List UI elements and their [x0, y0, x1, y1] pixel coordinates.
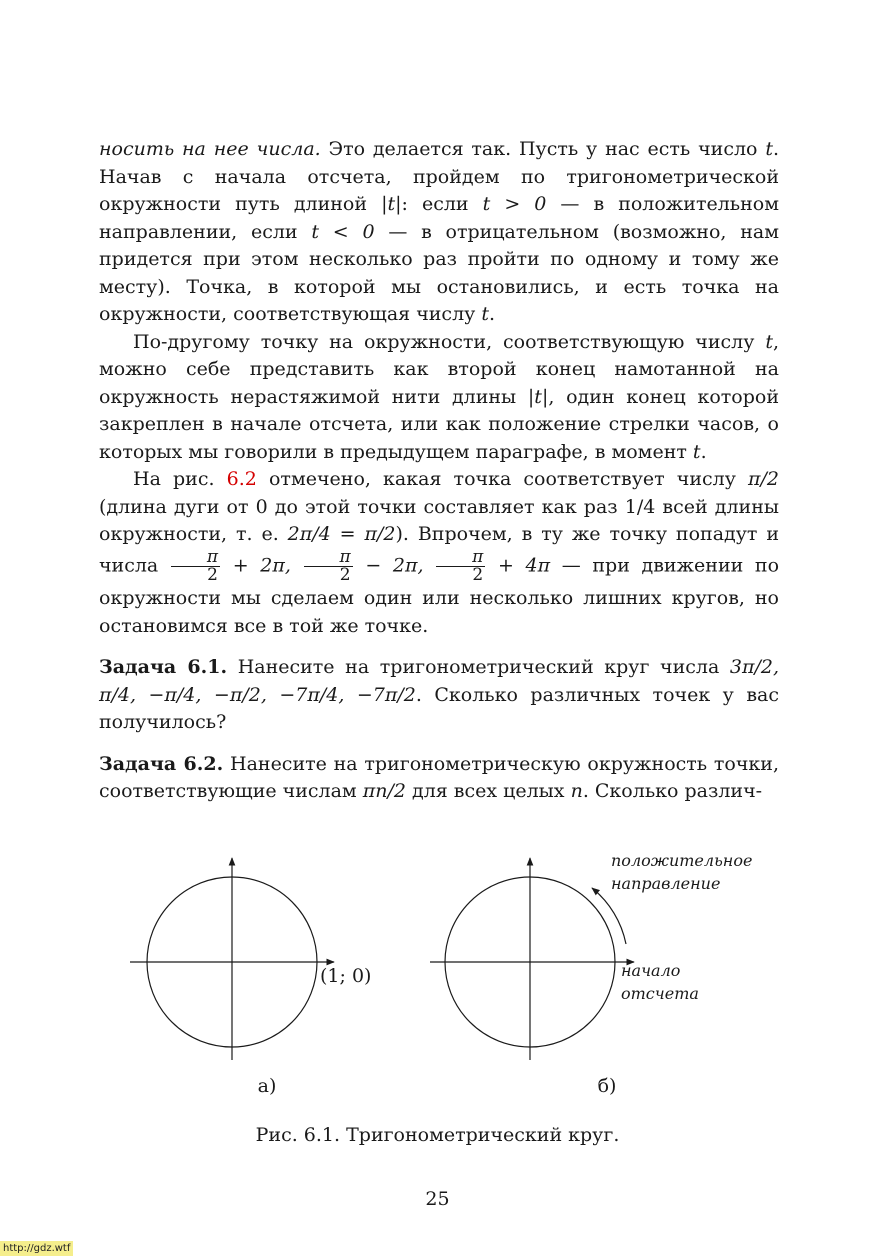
fraction-numerator: π — [171, 549, 220, 568]
fraction-numerator: π — [304, 549, 353, 568]
fraction — [436, 546, 485, 586]
fraction-numerator: π — [436, 549, 485, 568]
fraction — [171, 546, 220, 586]
text: — в положительном направлении, если — [99, 193, 779, 243]
direction-label-line-2: направление — [611, 874, 721, 893]
text: — в отрицательном (возможно, нам придется при этом несколько раз пройти по одному и тому же месту). Точка, в которой мы остановились, и есть точка на окружности, соответствующая числу — [99, 220, 779, 325]
math: t — [765, 330, 773, 353]
subfigure-label-b: б) — [597, 1075, 617, 1097]
task-title: Задача 6.2. — [99, 752, 224, 775]
figure-caption: Рис. 6.1. Тригонометрический круг. — [255, 1124, 620, 1146]
text: , один конец которой закреплен в начале отсчета, или как положение стрелки часов, о которых мы говорили в предыдущем параграфе, в момент — [99, 385, 780, 463]
body-text — [99, 136, 779, 806]
trig-circle-figure — [0, 840, 875, 1120]
text: . Сколько различных точек у вас получилось? — [99, 683, 779, 734]
math: t — [765, 138, 773, 160]
figure-reference-link[interactable]: 6.2 — [226, 468, 257, 490]
task-6-1 — [99, 654, 779, 737]
math: + 2π, — [221, 554, 303, 576]
text: для всех целых — [405, 780, 571, 803]
text: . Сколько различ- — [582, 780, 763, 803]
fraction — [304, 546, 353, 586]
paragraph-1 — [99, 136, 779, 329]
figure-panel-a — [130, 858, 371, 1097]
fraction-denominator: 2 — [339, 565, 351, 586]
text: . Начав с начала отсчета, пройдем по тригонометрической окружности путь длиной — [99, 138, 779, 215]
text: На рис. — [133, 468, 227, 490]
math: 3π/2, π/4, −π/4, −π/2, −7π/4, −7π/2 — [99, 656, 780, 706]
direction-label-line-1: положительное — [611, 851, 753, 870]
origin-label-line-2: отсчета — [621, 984, 699, 1003]
math: 2π/4 = π/2 — [287, 523, 396, 545]
text: ). Впрочем, в ту же точку попадут и числа — [99, 523, 779, 576]
math: |t| — [381, 193, 402, 215]
text: Нанесите на тригонометрическую окружность точки, соответствующие числам — [99, 752, 779, 803]
math: |t| — [527, 385, 549, 408]
math: − 2π, — [353, 554, 436, 576]
point-label: (1; 0) — [320, 965, 372, 987]
fraction-denominator: 2 — [207, 565, 218, 586]
text: По-другому точку на окружности, соответствующую числу — [133, 330, 766, 353]
task-title: Задача 6.1. — [99, 656, 228, 679]
fraction-denominator: 2 — [472, 565, 484, 586]
text: — при движении по окружности мы сделаем один или несколько лишних кругов, но остановимся все в той же точке. — [99, 554, 780, 637]
math: t < 0 — [311, 220, 375, 243]
page-number: 25 — [425, 1188, 450, 1210]
task-6-2 — [99, 751, 779, 806]
text: . — [489, 303, 496, 325]
text: Это делается так. Пусть у нас есть число — [320, 138, 766, 160]
math: t — [692, 440, 701, 463]
figure-panel-b — [430, 851, 752, 1097]
math: + 4π — [486, 554, 551, 576]
emphasis: носить на нее числа. — [99, 138, 321, 160]
paragraph-3 — [99, 466, 779, 640]
subfigure-label-a: а) — [257, 1075, 277, 1097]
text: (длина дуги от 0 до этой точки составляет как раз 1/4 всей длины окружности, т. е. — [99, 495, 779, 545]
positive-direction-arrow — [592, 888, 626, 944]
text: Нанесите на тригонометрический круг числа — [227, 656, 730, 679]
math: t — [481, 303, 489, 325]
math: n — [570, 780, 583, 803]
math: t > 0 — [482, 193, 547, 215]
paragraph-2 — [99, 329, 779, 467]
math: πn/2 — [362, 780, 406, 803]
text: . — [700, 440, 707, 463]
math: π/2 — [748, 468, 779, 490]
text: отмечено, какая точка соответствует числу — [256, 468, 749, 490]
watermark-link[interactable]: http://gdz.wtf — [0, 1241, 73, 1256]
text: : если — [401, 193, 483, 215]
text: , можно себе представить как второй конец намотанной на окружность нерастяжимой нити длины — [99, 330, 779, 408]
origin-label-line-1: начало — [621, 961, 681, 980]
